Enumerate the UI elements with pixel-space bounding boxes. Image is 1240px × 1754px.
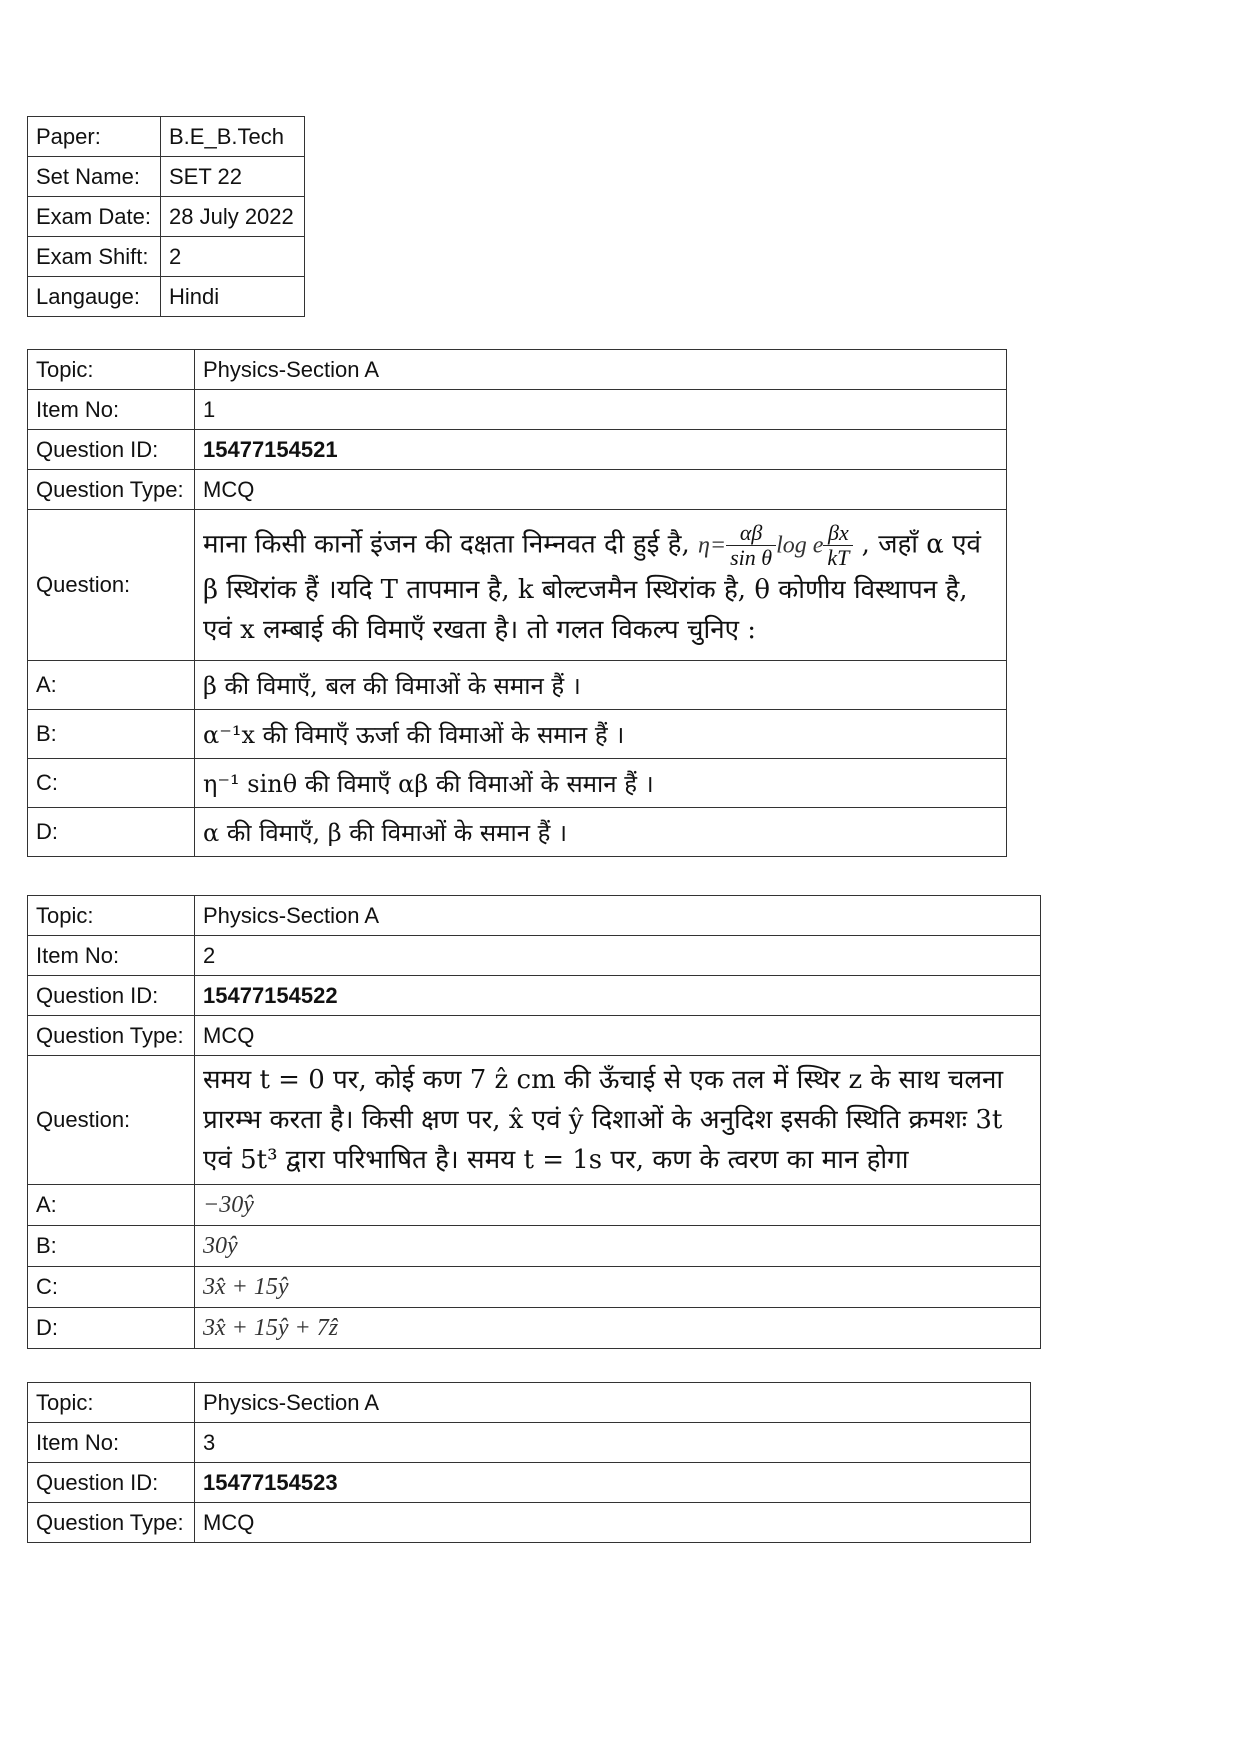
question-id-label: Question ID: (28, 430, 195, 470)
option-d-label: D: (28, 1308, 195, 1349)
topic-row (28, 1383, 1031, 1423)
option-d-label: D: (28, 808, 195, 857)
question-type-label: Question Type: (28, 470, 195, 510)
equation-log: log e (776, 532, 824, 558)
meta-row-exam-shift (28, 237, 305, 277)
option-row-a (28, 661, 1007, 710)
question-type-row (28, 1503, 1031, 1543)
question-table-3 (27, 1382, 1031, 1543)
fraction-denominator: kT (827, 544, 850, 570)
meta-row-exam-date (28, 197, 305, 237)
topic-value: Physics-Section A (195, 896, 1041, 936)
option-c-text: η⁻¹ sinθ की विमाएँ αβ की विमाओं के समान हैं । (195, 759, 1007, 808)
fraction-numerator: βx (823, 521, 853, 546)
meta-row-set-name (28, 157, 305, 197)
option-b-label: B: (28, 710, 195, 759)
meta-label: Paper: (28, 117, 161, 157)
question-type-label: Question Type: (28, 1503, 195, 1543)
meta-value: 28 July 2022 (161, 197, 305, 237)
question-text: समय t = 0 पर, कोई कण 7 ẑ cm की ऊँचाई से एक तल में स्थिर z के साथ चलना प्रारम्भ करता है। किसी क्षण पर, x̂ एवं ŷ दिशाओं के अनुदिश इसकी स्थिति क्रमशः 3t एवं 5t³ द्वारा परिभाषित है। समय t = 1s पर, कण के त्वरण का मान होगा (195, 1056, 1041, 1185)
question-table-2 (27, 895, 1041, 1349)
question-type-value: MCQ (195, 1016, 1041, 1056)
option-b-text: 30ŷ (195, 1226, 1041, 1267)
option-b-text: α⁻¹x की विमाएँ ऊर्जा की विमाओं के समान हैं । (195, 710, 1007, 759)
question-type-value: MCQ (195, 470, 1007, 510)
question-id-value: 15477154523 (195, 1463, 1031, 1503)
item-no-value: 2 (195, 936, 1041, 976)
item-no-row (28, 390, 1007, 430)
meta-value: SET 22 (161, 157, 305, 197)
equation-fraction-2 (823, 521, 853, 570)
question-label: Question: (28, 1056, 195, 1185)
option-a-label: A: (28, 661, 195, 710)
topic-label: Topic: (28, 896, 195, 936)
option-a-text: −30ŷ (195, 1185, 1041, 1226)
meta-label: Langauge: (28, 277, 161, 317)
option-row-b (28, 1226, 1041, 1267)
option-c-text: 3x̂ + 15ŷ (195, 1267, 1041, 1308)
option-a-label: A: (28, 1185, 195, 1226)
meta-row-paper (28, 117, 305, 157)
question-id-value: 15477154521 (195, 430, 1007, 470)
option-row-d (28, 1308, 1041, 1349)
option-row-a (28, 1185, 1041, 1226)
topic-row (28, 350, 1007, 390)
option-row-c (28, 1267, 1041, 1308)
item-no-label: Item No: (28, 936, 195, 976)
item-no-row (28, 936, 1041, 976)
question-row (28, 1056, 1041, 1185)
equation-fraction-1 (726, 521, 776, 570)
topic-value: Physics-Section A (195, 1383, 1031, 1423)
question-id-row (28, 1463, 1031, 1503)
option-c-label: C: (28, 1267, 195, 1308)
meta-value: Hindi (161, 277, 305, 317)
topic-value: Physics-Section A (195, 350, 1007, 390)
question-type-row (28, 1016, 1041, 1056)
option-row-c (28, 759, 1007, 808)
topic-label: Topic: (28, 1383, 195, 1423)
item-no-label: Item No: (28, 1423, 195, 1463)
question-text-part2: , जहाँ α एवं β स्थिरांक हैं ।यदि T तापमान है, k बोल्टजमैन स्थिरांक है, θ कोणीय विस्थापन है, एवं x लम्बाई की विमाएँ रखता है। तो गलत विकल्प चुनिए : (203, 529, 981, 645)
item-no-row (28, 1423, 1031, 1463)
option-c-label: C: (28, 759, 195, 808)
question-table-1 (27, 349, 1007, 857)
exam-meta-table (27, 116, 305, 317)
question-type-value: MCQ (195, 1503, 1031, 1543)
question-text (195, 510, 1007, 661)
meta-value: 2 (161, 237, 305, 277)
question-label: Question: (28, 510, 195, 661)
question-text-part1: माना किसी कार्नो इंजन की दक्षता निम्नवत दी हुई है, (203, 529, 690, 559)
meta-label: Set Name: (28, 157, 161, 197)
fraction-denominator: sin θ (730, 544, 773, 570)
topic-label: Topic: (28, 350, 195, 390)
question-type-row (28, 470, 1007, 510)
option-d-text: 3x̂ + 15ŷ + 7ẑ (195, 1308, 1041, 1349)
question-id-label: Question ID: (28, 976, 195, 1016)
question-id-label: Question ID: (28, 1463, 195, 1503)
meta-value: B.E_B.Tech (161, 117, 305, 157)
item-no-label: Item No: (28, 390, 195, 430)
meta-row-language (28, 277, 305, 317)
option-row-d (28, 808, 1007, 857)
meta-label: Exam Shift: (28, 237, 161, 277)
topic-row (28, 896, 1041, 936)
item-no-value: 3 (195, 1423, 1031, 1463)
item-no-value: 1 (195, 390, 1007, 430)
option-row-b (28, 710, 1007, 759)
meta-label: Exam Date: (28, 197, 161, 237)
question-type-label: Question Type: (28, 1016, 195, 1056)
option-b-label: B: (28, 1226, 195, 1267)
option-a-text: β की विमाएँ, बल की विमाओं के समान हैं । (195, 661, 1007, 710)
question-row (28, 510, 1007, 661)
fraction-numerator: αβ (726, 521, 776, 546)
option-d-text: α की विमाएँ, β की विमाओं के समान हैं । (195, 808, 1007, 857)
equation-lhs: η= (697, 532, 727, 558)
question-id-row (28, 976, 1041, 1016)
question-id-row (28, 430, 1007, 470)
question-id-value: 15477154522 (195, 976, 1041, 1016)
